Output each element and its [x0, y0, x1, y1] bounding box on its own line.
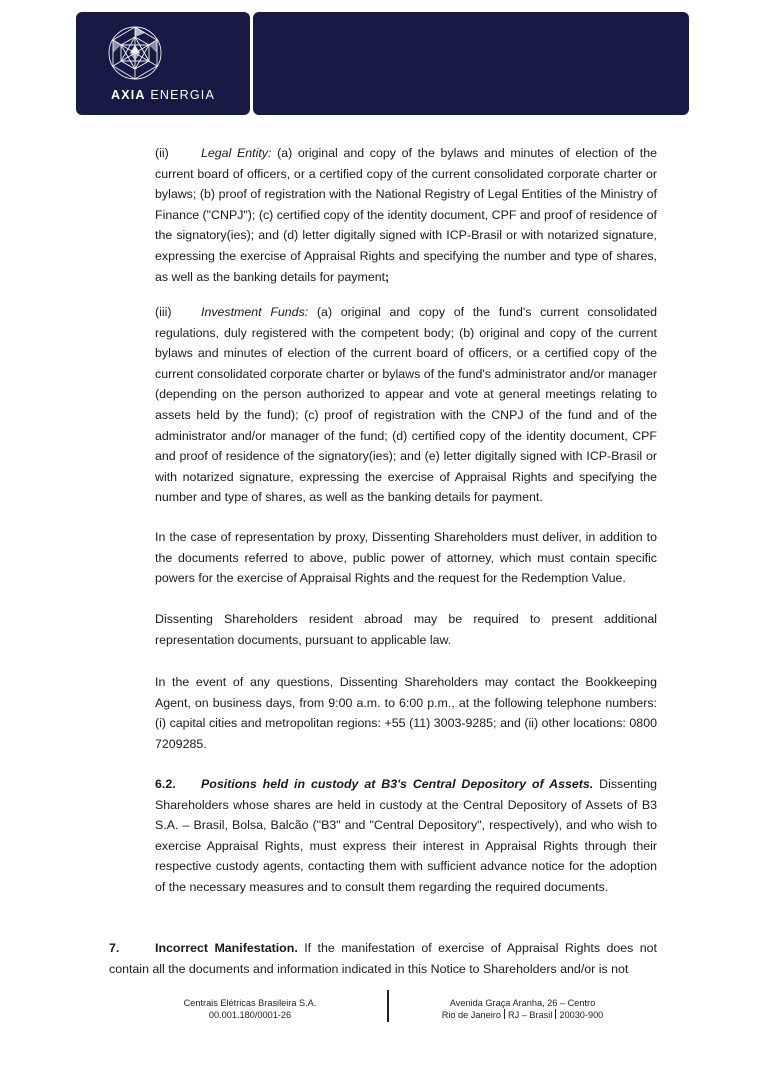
proxy-text: In the case of representation by proxy, Dissenting Shareholders must deliver, in addition to the documents referred to above, public power of attorney, which must contain specific powers for the exercise of Appraisal Rights and the request for the Redemption Value. — [155, 530, 657, 586]
header-banner-panel — [253, 12, 689, 115]
paragraph-legal-entity — [155, 143, 657, 287]
logo-word-energia: ENERGIA — [150, 88, 216, 102]
paragraph-proxy — [155, 527, 657, 589]
paragraph-abroad — [155, 609, 657, 650]
section-number: 7. — [109, 941, 120, 955]
logo-wordmark — [76, 88, 250, 102]
footer-separator — [504, 1009, 505, 1019]
paragraph-investment-funds — [155, 302, 657, 508]
footer-divider — [387, 990, 389, 1022]
section-title: Positions held in custody at B3's Central Depository of Assets. — [201, 777, 594, 791]
item-end: ; — [385, 269, 390, 284]
section-number: 6.2. — [155, 777, 176, 791]
item-number: (iii) — [155, 305, 172, 319]
footer-company-block — [150, 997, 350, 1021]
item-text: (a) original and copy of the bylaws and minutes of election of the current board of officers, or a certified copy of the current consolidated corporate charter or bylaws; (b) proof of registration with the National Registry of Legal Entities of the Ministry of Finance ("CNPJ"); (c) certified copy of the identity document, CPF and proof of residence of the signatory(ies); and (d) letter digitally signed with ICP-Brasil or with notarized signature, expressing the exercise of Appraisal Rights and specifying the number and type of shares, as well as the banking details for payment — [155, 146, 657, 284]
footer-address: Avenida Graça Aranha, 26 – Centro — [449, 998, 596, 1008]
item-title: Legal Entity: — [201, 146, 272, 160]
item-number: (ii) — [155, 146, 169, 160]
footer-separator — [555, 1009, 556, 1019]
footer-city-line — [415, 1009, 630, 1021]
footer-city: Rio de Janeiro — [441, 1010, 501, 1020]
item-text: (a) original and copy of the fund's current consolidated regulations, duly registered with the competent body; (b) original and copy of the current bylaws and minutes of election of the current board of officers, or a certified copy of the current consolidated corporate charter or bylaws of the fund's administrator and/or manager (depending on the person authorized to appear and vote at general meetings relating to assets held by the fund); (c) proof of registration with the CNPJ of the fund and of the administrator and/or manager of the fund; (d) certified copy of the identity document, CPF and proof of residence of the signatory(ies); and (e) letter digitally signed with ICP-Brasil or with notarized signature, expressing the exercise of Appraisal Rights and specifying the number and type of shares, as well as the banking details for payment. — [155, 305, 657, 505]
paragraph-questions — [155, 672, 657, 754]
section-text: Dissenting Shareholders whose shares are held in custody at the Central Depository of Assets of B3 S.A. – Brasil, Bolsa, Balcão ("B3" and "Central Depository", respectively), and who wish to exercise Appraisal Rights, must express their interest in Appraisal Rights through their respective custody agents, contacting them with sufficient advance notice for the adoption of the necessary measures and to consult them regarding the required documents. — [155, 777, 657, 894]
questions-text: In the event of any questions, Dissenting Shareholders may contact the Bookkeeping Agent, on business days, from 9:00 a.m. to 6:00 p.m., at the following telephone numbers: (i) capital cities and metropolitan regions: +55 (11) 3003-9285; and (ii) other locations: 0800 7209285. — [155, 675, 657, 751]
abroad-text: Dissenting Shareholders resident abroad may be required to present additional representation documents, pursuant to applicable law. — [155, 612, 657, 647]
footer-address-block — [415, 997, 630, 1021]
footer-state: RJ – Brasil — [507, 1010, 553, 1020]
section-7-incorrect-manifestation — [109, 938, 657, 979]
footer-company-name: Centrais Elétricas Brasileira S.A. — [183, 998, 317, 1008]
item-title: Investment Funds: — [201, 305, 309, 319]
logo-word-axia: AXIA — [110, 88, 146, 102]
section-title: Incorrect Manifestation. — [155, 941, 298, 955]
paragraph-custody — [155, 774, 657, 898]
footer-cnpj: 00.001.180/0001-26 — [208, 1010, 292, 1020]
footer-zip: 20030-900 — [559, 1010, 604, 1020]
axia-logo-icon — [105, 23, 165, 83]
section-text: If the manifestation of exercise of Appraisal Rights does not contain all the documents and information indicated in this Notice to Shareholders and/or is not — [109, 941, 657, 976]
